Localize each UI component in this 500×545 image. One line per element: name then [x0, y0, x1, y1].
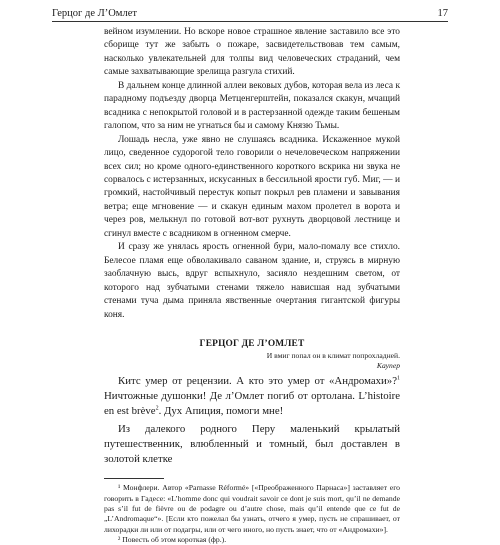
- running-title: Герцог де Л’Омлет: [52, 8, 137, 19]
- story-text: Китс умер от рецензии. А кто это умер от «Андромахи»?: [118, 375, 397, 388]
- footnote: ¹ Монфлери. Автор «Parnasse Réformé» [«Преображенного Парнаса»] заставляет его говорить в Гадесе: «L’homme donc qui voudrait savoir ce dont je suis mort, qu’il ne demande pas s’il fut de fièvre ou de podagre ou d’autre chose, mais qu’il entende que ce fut de „L’Andromaque“». [Если кто пожелал бы узнать, отчего я умер, пусть не спрашивает, от лихорадки ли или от подагры, или от чего иного, но пусть знает, что от «Андромахи»].: [104, 483, 400, 534]
- paragraph: вейном изумлении. Но вскоре новое страшное явление заставило все это сборище тут же забыть о пожаре, засвидетельствовав тем самым, насколько увлекательней для толпы вид человеческих страданий, чем самые захватывающие зрелища разгула стихий.: [104, 27, 400, 78]
- footnote-rule: [104, 478, 164, 479]
- header-rule: [52, 21, 448, 22]
- story-paragraph: Из далекого родного Перу маленький крылатый путешественник, влюбленный и томный, был доставлен в золотой клетке: [104, 423, 400, 466]
- text-column: [104, 26, 400, 545]
- footnote-ref: 1: [397, 375, 400, 382]
- paragraph: Лошадь несла, уже явно не слушаясь всадника. Искаженное мукой лицо, сведенное судорогой тело говорили о нечеловеческом напряжении всех сил; но кроме одного-единственного короткого вскрика ни звука не сорвалось с истерзанных, искусанных в бессильной ярости губ. Миг, — и громкий, настойчивый перестук копыт покрыл рев пламени и завывания ветра; еще мгновение — и скакун единым махом пролетел в ворота и через ров, мелькнул по готовой вот-вот рухнуть дворцовой лестнице и сгинул вместе с всадником в огненном смерче.: [104, 134, 400, 239]
- story-heading: ГЕРЦОГ ДЕ Л’ОМЛЕТ: [199, 338, 305, 349]
- running-header: [52, 6, 448, 22]
- footnote: ² Повесть об этом короткая (фр.).: [118, 534, 227, 544]
- story-text: . Дух Апиция, помоги мне!: [158, 405, 284, 418]
- paragraph: И сразу же унялась ярость огненной бури, мало-помалу все стихло. Белесое пламя еще обволакивало саваном здание, и, струясь в мирную заоблачную высь, вдруг вспыхнуло, засияло нездешним светом, от которого над зубчатыми стенами тяжело нависшая над зубчатыми стенами туча дыма приняла явственные очертания гигантской фигуры коня.: [104, 242, 400, 320]
- epigraph-source: Каупер: [376, 361, 400, 371]
- paragraph: В дальнем конце длинной аллеи вековых дубов, которая вела из леса к парадному подъезду дворца Метценгерштейн, показался скакун, мчащий всадника с непокрытой головой и в растерзанной одежде таким бешеным галопом, что за ним не угнаться бы и самому Князю Тьмы.: [104, 80, 400, 132]
- story-paragraph: [104, 374, 400, 419]
- story-text: Ничтожные душонки! Де л’Омлет погиб от ортолана. L’histoire en est brève: [104, 390, 400, 418]
- footnote-ref: 2: [155, 405, 159, 412]
- page-number: 17: [437, 8, 448, 19]
- epigraph: И вмиг попал он в климат попрохладней.: [266, 351, 400, 361]
